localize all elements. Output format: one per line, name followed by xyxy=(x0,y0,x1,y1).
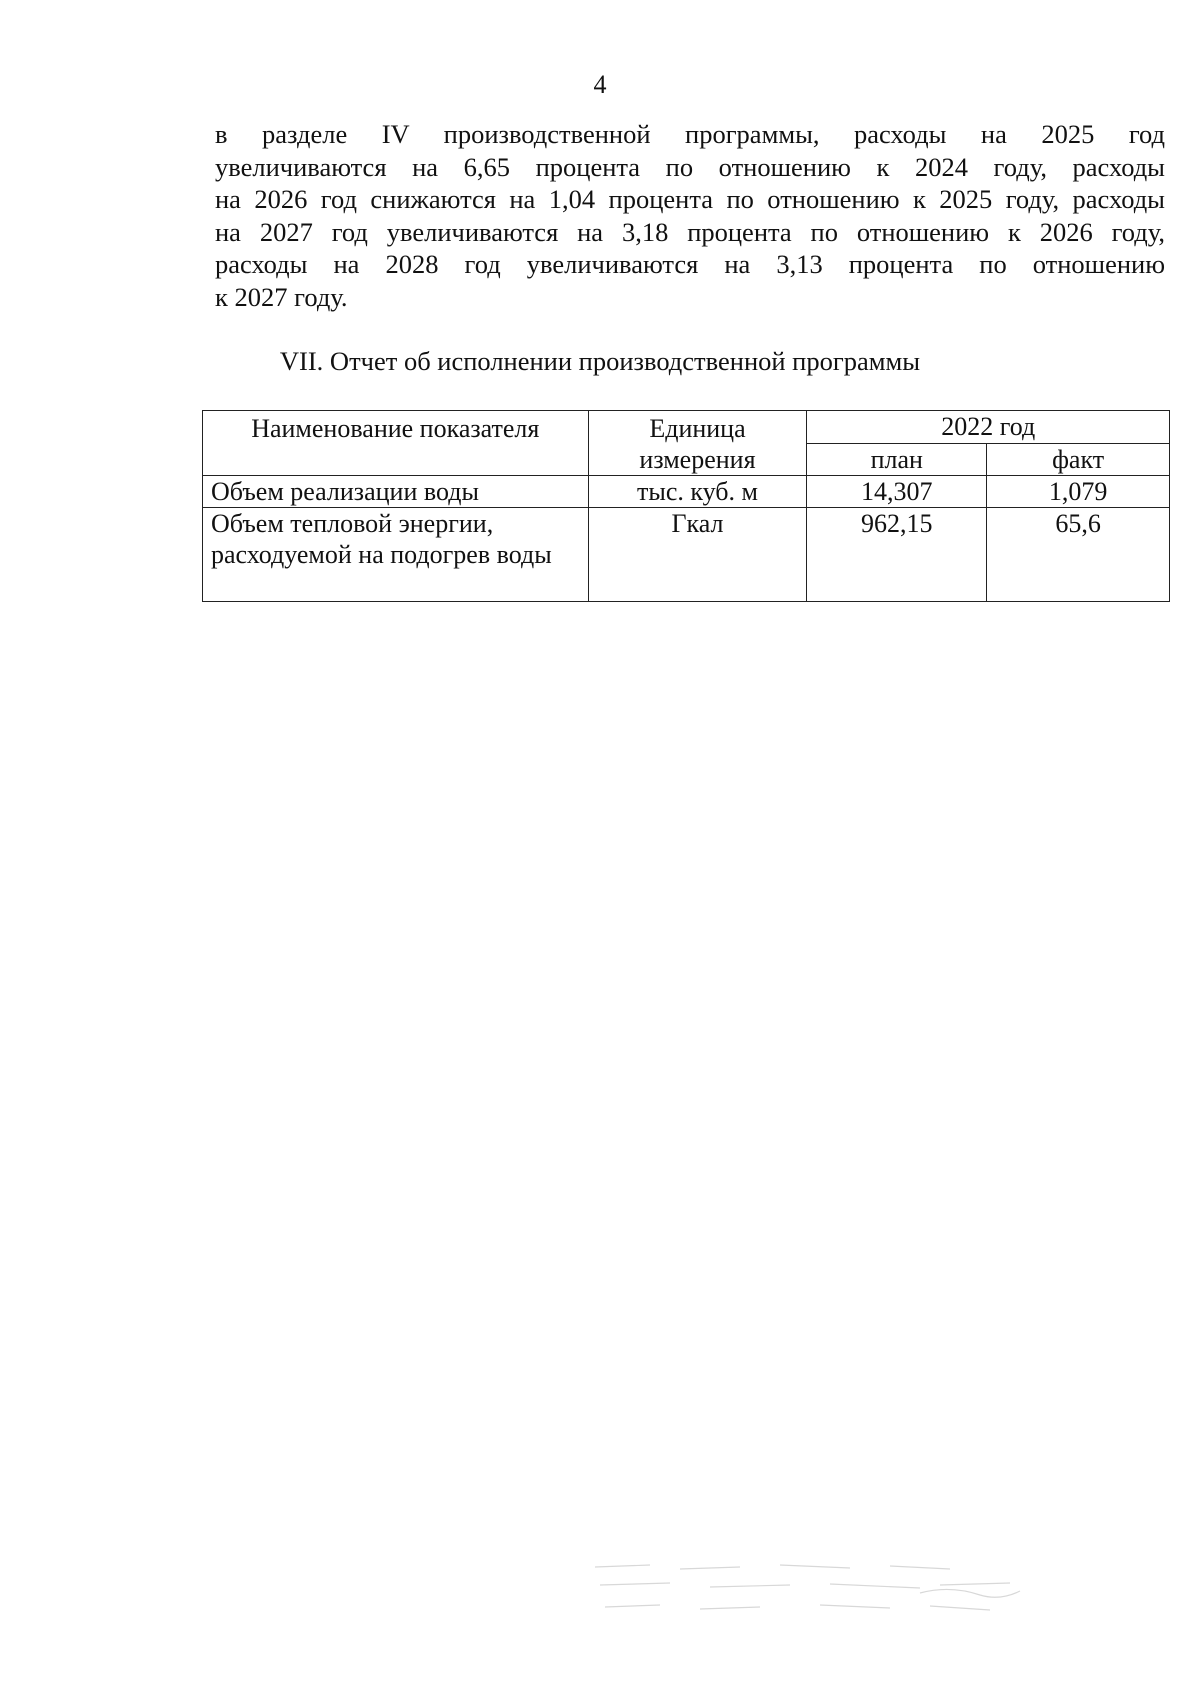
row-unit: Гкал xyxy=(588,508,807,602)
row-indicator-name: Объем тепловой энергии, расходуемой на подогрев воды xyxy=(203,508,589,602)
paragraph-line: увеличиваются на 6,65 процента по отношению к 2024 году, расходы xyxy=(215,151,1165,182)
paragraph-line: на 2027 год увеличиваются на 3,18 процента по отношению к 2026 году, xyxy=(215,216,1165,247)
header-plan: план xyxy=(807,443,987,476)
row-unit: тыс. куб. м xyxy=(588,476,807,508)
row-fact-value: 65,6 xyxy=(987,508,1170,602)
header-unit: Единица измерения xyxy=(588,411,807,476)
table-row xyxy=(203,508,1170,602)
table-row xyxy=(203,476,1170,508)
paragraph-line: на 2026 год снижаются на 1,04 процента по отношению к 2025 году, расходы xyxy=(215,184,1165,214)
header-fact: факт xyxy=(987,443,1170,476)
paragraph-line: расходы на 2028 год увеличиваются на 3,13 процента по отношению xyxy=(215,249,1165,279)
table-header-row xyxy=(203,411,1170,444)
header-indicator-name: Наименование показателя xyxy=(203,411,589,476)
row-plan-value: 962,15 xyxy=(807,508,987,602)
paragraph-line: к 2027 году. xyxy=(215,281,348,312)
paragraph-line: в разделе IV производственной программы, расходы на 2025 год xyxy=(215,119,1165,149)
page-number: 4 xyxy=(593,70,607,99)
header-year: 2022 год xyxy=(807,411,1170,444)
section-title: VII. Отчет об исполнении производственной программы xyxy=(279,346,921,376)
row-indicator-name: Объем реализации воды xyxy=(203,476,589,508)
body-paragraph xyxy=(215,118,1165,313)
row-fact-value: 1,079 xyxy=(987,476,1170,508)
report-table xyxy=(202,410,1170,602)
row-plan-value: 14,307 xyxy=(807,476,987,508)
faint-stamp-mark xyxy=(590,1555,1030,1635)
